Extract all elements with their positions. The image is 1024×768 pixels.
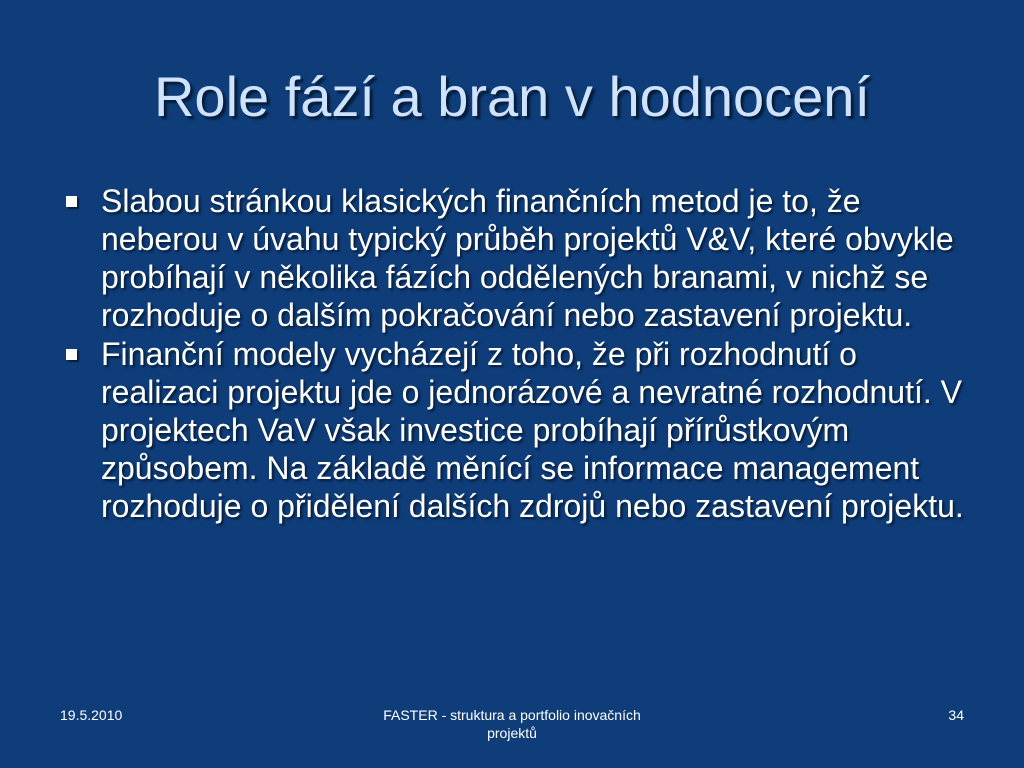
footer-title-line-1: FASTER - struktura a portfolio inovačních — [383, 707, 641, 723]
footer-title — [342, 706, 682, 742]
bullet-item-1 — [62, 182, 972, 334]
bullet-list — [62, 182, 972, 526]
footer-date: 19.5.2010 — [60, 707, 123, 723]
bullet-text-2: Finanční modely vycházejí z toho, že při rozhodnutí o realizaci projektu jde o jednorázové a nevratné rozhodnutí. V projektech VaV však investice probíhají přírůstkovým způsobem. Na základě měnící se informace management rozhoduje o přidělení dalších zdrojů nebo zastavení projektu. — [101, 336, 964, 524]
slide-title: Role fází a bran v hodnocení — [153, 65, 871, 128]
bullet-item-2 — [62, 335, 972, 525]
bullet-text-1: Slabou stránkou klasických finančních metod je to, že neberou v úvahu typický průběh projektů V&V, které obvykle probíhají v několika fázích oddělených branami, v nichž se rozhoduje o dalším pokračování nebo zastavení projektu. — [101, 183, 954, 333]
square-bullet-icon — [66, 349, 77, 360]
page-number: 34 — [948, 707, 964, 723]
square-bullet-icon — [66, 196, 77, 207]
footer-title-line-2: projektů — [487, 725, 537, 741]
